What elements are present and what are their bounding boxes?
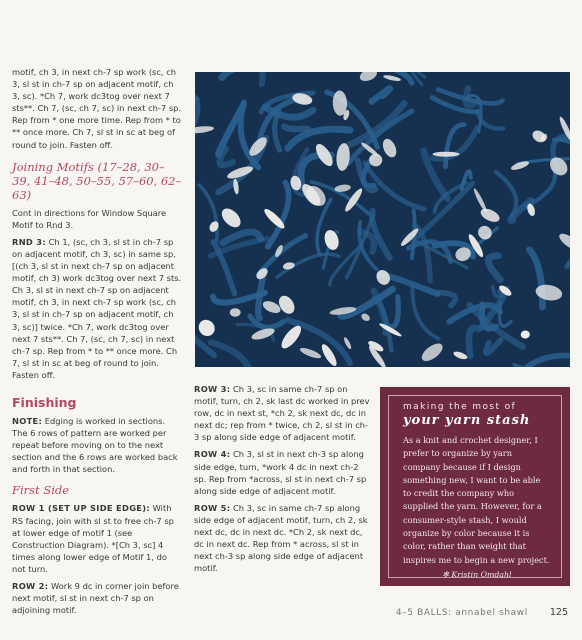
row5-text: Ch 3, sc in same ch-7 sp along side edge of adjacent motif, turn, ch 2, sk next dc, dc in next dc. *Ch 2, sk next dc, dc in next dc. Rep from * across, sl st in next ch-3 sp along side edge of adjacent motif. [194, 502, 368, 574]
row3-label: ROW 3: [194, 384, 231, 394]
sidebar-frame [388, 395, 562, 578]
row5-label: ROW 5: [194, 502, 231, 513]
joining-paragraph: Cont in directions for Window Square Motif to Rnd 3. [12, 207, 167, 230]
note-text: Edging is worked in sections. The 6 rows of pattern are worked per repeat before moving on to the next section and the 6 rows are worked back and forth in that section. [12, 415, 178, 475]
row4-text: Ch 3, sl st in next ch-3 sp along side edge, turn, *work 4 dc in next ch-2 sp. Rep from *across, sl st in next ch-7 sp along side edge of adjacent motif. [194, 449, 367, 496]
middle-column [194, 383, 370, 574]
row2-text: Work 9 dc in corner join before next motif, sl st in next ch-7 sp on adjoining motif. [12, 581, 179, 616]
row5-paragraph [194, 502, 370, 575]
note-paragraph [12, 415, 182, 475]
yarn-strand [284, 127, 307, 130]
lace-hole [230, 308, 241, 316]
intro-paragraph: motif, ch 3, in next ch-7 sp work (sc, ch 3, sl st in ch-7 sp on adjacent motif, ch 3, sc). *Ch 7, work dc3tog over next 7 sts**. Ch 7, (sc, ch 7, sc) in next ch-7 sp. Rep from * one more time. Rep from * to ** once more. Ch 7, sl st in sc at beg of round to join. Fasten off. [12, 67, 182, 150]
page-footer [396, 607, 568, 618]
sidebar-title-line1: making the most of [403, 402, 517, 412]
rnd3-paragraph [12, 236, 182, 381]
joining-motifs-heading: Joining Motifs (17–28, 30–39, 41–48, 50–55, 57–60, 62–63) [12, 159, 182, 202]
page-number: 125 [549, 607, 568, 618]
sidebar-signature: ✻ Kristin Omdahl [442, 569, 512, 579]
rnd3-text: Ch 1, (sc, ch 3, sl st in ch-7 sp on adjacent motif, ch 3, sc) in same sp, [(ch 3, sl st in next ch-7 sp on adjacent motif, ch 3) work dc3tog over next 7 sts. Ch 3, sl st in next ch-7 sp on adjacent motif, ch 3, in next ch-7 sp work (sc, ch 3, sl st in ch-7 sp on adjacent motif, ch 3, sc)] twice. *Ch 7, work dc3tog over next 7 sts**. Ch 7, (sc, ch 7, sc) in next ch-7 sp. Rep from * to ** once more. Ch 7, sl st in sc at beg of round to join. Fasten off. [12, 236, 182, 380]
yarn-stash-sidebar [380, 387, 570, 586]
crochet-lace-photo [195, 72, 570, 367]
row3-text: Ch 3, sc in same ch-7 sp on motif, turn, ch 2, sk last dc worked in prev row, dc in next st, *ch 2, sk next dc, dc in next dc; rep from * twice, ch 2, sl st in ch-3 sp along side edge of adjacent motif. [194, 384, 370, 443]
row1-text: With RS facing, join with sl st to free ch-7 sp at lower edge of motif 1 (see Construction Diagram). *[Ch 3, sc] 4 times along lower edge of Motif 1, do not turn. [12, 503, 174, 574]
running-head: 4–5 BALLS: annabel shawl [395, 608, 528, 618]
sidebar-body: As a knit and crochet designer, I prefer to organize by yarn company because if I design something new, I want to be able to credit the company who supplied the yarn. However, for a consumer-style stash, I would organize by color because it is color, rather than weight that inspires me to begin a new project. [403, 435, 550, 565]
row4-paragraph [194, 448, 370, 496]
row2-label: ROW 2: [12, 581, 49, 591]
row3-paragraph [194, 383, 370, 443]
left-column [12, 66, 182, 616]
first-side-heading: First Side [12, 483, 70, 498]
row1-paragraph [12, 502, 182, 575]
rnd3-label: RND 3: [12, 236, 46, 247]
row4-label: ROW 4: [194, 449, 231, 460]
row1-label: ROW 1 (SET UP SIDE EDGE): [12, 503, 150, 514]
sidebar-title-line2: your yarn stash [403, 413, 531, 428]
finishing-heading: Finishing [12, 394, 77, 410]
lace-hole [433, 152, 460, 157]
note-label: NOTE: [12, 415, 43, 426]
row2-paragraph [12, 580, 182, 616]
